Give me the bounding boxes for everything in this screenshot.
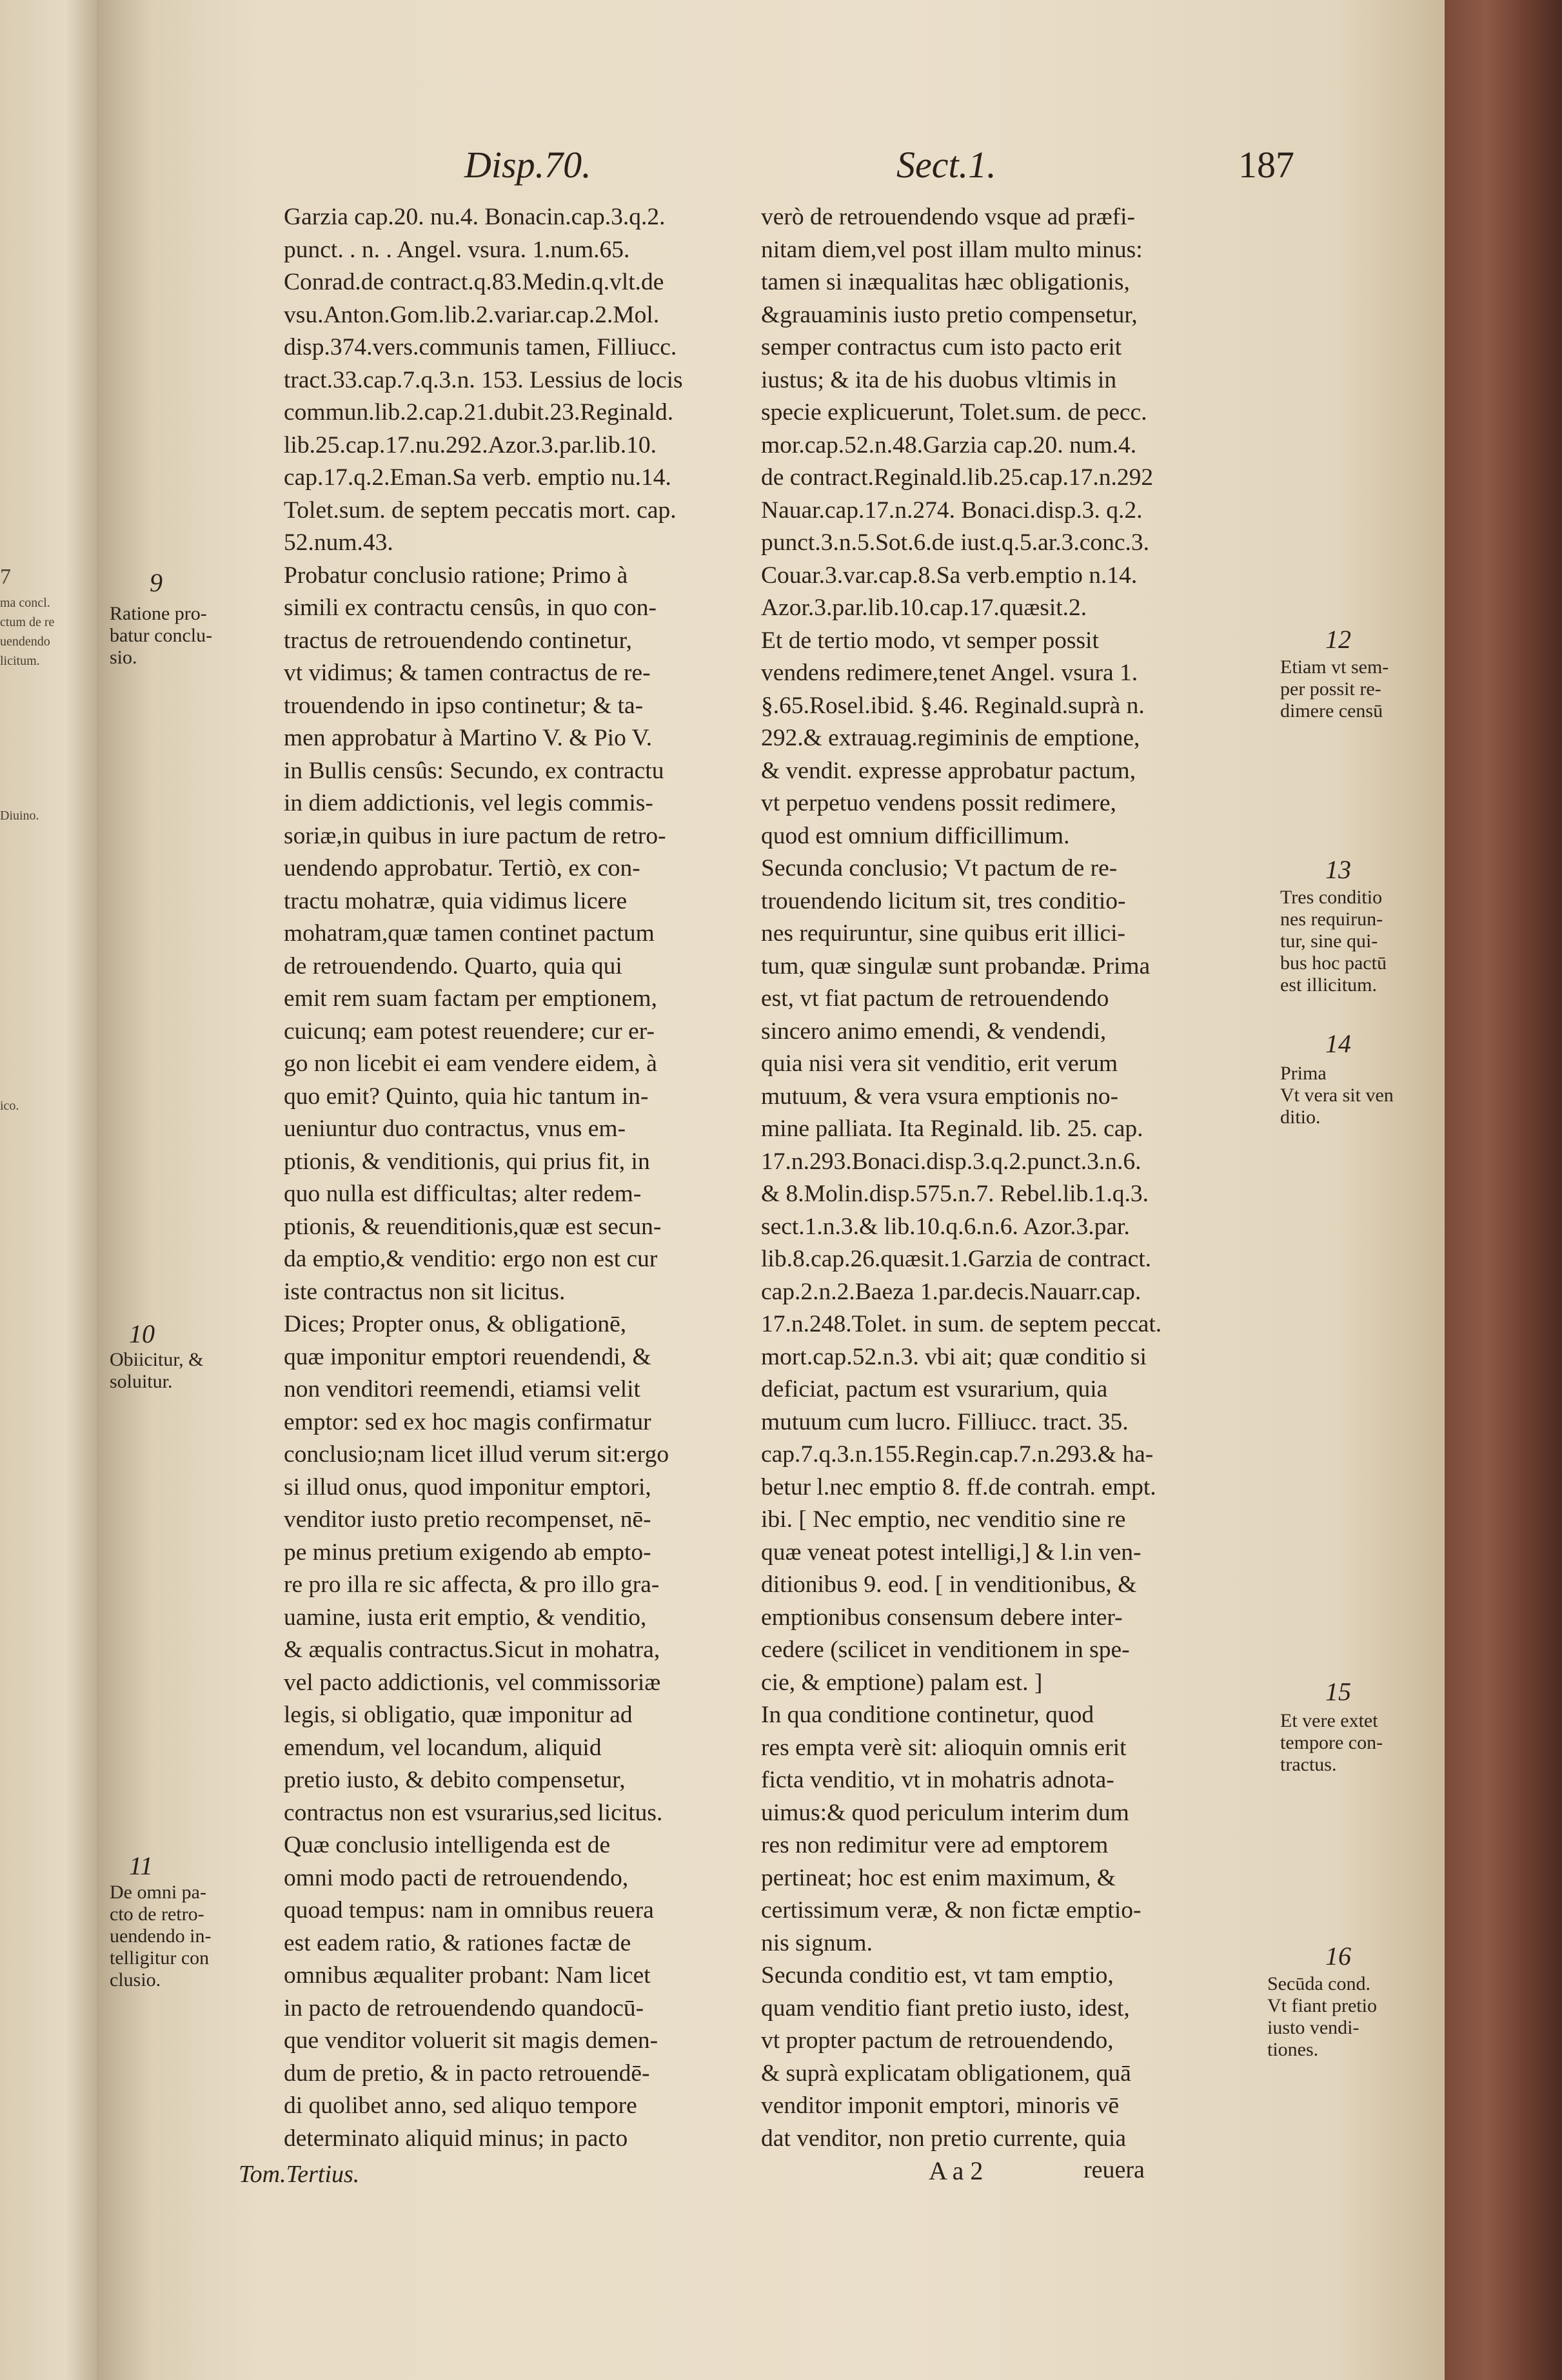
page-fore-edge bbox=[1445, 0, 1562, 2380]
text-line: ibi. [ Nec emptio, nec venditio sine re bbox=[761, 1506, 1126, 1533]
prev-note: ctum de re bbox=[0, 615, 55, 629]
text-line: re pro illa re sic affecta, & pro illo gra- bbox=[284, 1571, 660, 1598]
text-line: non venditori reemendi, etiamsi velit bbox=[284, 1376, 640, 1402]
text-line: tractu mohatræ, quia vidimus licere bbox=[284, 887, 628, 914]
margin-note-number: 15 bbox=[1325, 1677, 1351, 1706]
text-line: omnibus æqualiter probant: Nam licet bbox=[284, 1962, 651, 1989]
text-line: nis signum. bbox=[761, 1929, 873, 1956]
text-line: di quolibet anno, sed aliquo tempore bbox=[284, 2092, 637, 2119]
text-line: quia nisi vera sit venditio, erit verum bbox=[761, 1050, 1118, 1077]
text-line: res empta verè sit: alioquin omnis erit bbox=[761, 1734, 1127, 1761]
text-line: verò de retrouendendo vsque ad præfi- bbox=[761, 204, 1136, 230]
page-number: 187 bbox=[1238, 144, 1294, 186]
header-disputation: Disp.70. bbox=[464, 144, 591, 186]
margin-note: Prima Vt vera sit ven ditio. bbox=[1280, 1063, 1394, 1128]
left-text-column bbox=[284, 201, 748, 2155]
text-line: tamen si inæqualitas hæc obligationis, bbox=[761, 269, 1130, 295]
text-line: cuicunq; eam potest reuendere; cur er- bbox=[284, 1018, 655, 1045]
margin-note: Etiam vt sem- per possit re- dimere censū bbox=[1280, 656, 1389, 722]
text-line: trouendendo licitum sit, tres conditio- bbox=[761, 887, 1126, 914]
text-line: quo emit? Quinto, quia hic tantum in- bbox=[284, 1083, 649, 1110]
text-line: ptionis, & venditionis, qui prius fit, in bbox=[284, 1148, 650, 1175]
text-line: venditor imponit emptori, minoris vē bbox=[761, 2092, 1120, 2119]
text-line: disp.374.vers.communis tamen, Filliucc. bbox=[284, 334, 677, 360]
text-line: omni modo pacti de retrouendendo, bbox=[284, 1864, 629, 1891]
text-line: Dices; Propter onus, & obligationē, bbox=[284, 1311, 627, 1337]
text-line: simili ex contractu censûs, in quo con- bbox=[284, 595, 657, 621]
text-line: pertineat; hoc est enim maximum, & bbox=[761, 1864, 1116, 1891]
text-line: 52.num.43. bbox=[284, 529, 393, 556]
text-line: tract.33.cap.7.q.3.n. 153. Lessius de locis bbox=[284, 366, 683, 393]
prev-note: ico. bbox=[0, 1099, 19, 1113]
text-line: Nauar.cap.17.n.274. Bonaci.disp.3. q.2. bbox=[761, 497, 1143, 524]
text-line: 17.n.293.Bonaci.disp.3.q.2.punct.3.n.6. bbox=[761, 1148, 1142, 1175]
text-line: quod est omnium difficillimum. bbox=[761, 822, 1070, 849]
text-line: vt vidimus; & tamen contractus de re- bbox=[284, 660, 651, 686]
text-line: Couar.3.var.cap.8.Sa verb.emptio n.14. bbox=[761, 562, 1138, 589]
text-line: Azor.3.par.lib.10.cap.17.quæsit.2. bbox=[761, 595, 1087, 621]
margin-note-number: 16 bbox=[1325, 1942, 1351, 1971]
text-line: vel pacto addictionis, vel commissoriæ bbox=[284, 1669, 661, 1696]
text-line: tum, quæ singulæ sunt probandæ. Prima bbox=[761, 952, 1151, 979]
text-line: mine palliata. Ita Reginald. lib. 25. cap. bbox=[761, 1116, 1143, 1142]
text-line: go non licebit ei eam vendere eidem, à bbox=[284, 1050, 657, 1077]
prev-note: 7 bbox=[0, 565, 11, 589]
text-line: mutuum, & vera vsura emptionis no- bbox=[761, 1083, 1119, 1110]
text-line: certissimum veræ, & non fictæ emptio- bbox=[761, 1897, 1142, 1923]
text-line: Tolet.sum. de septem peccatis mort. cap. bbox=[284, 497, 677, 524]
text-line: nitam diem,vel post illam multo minus: bbox=[761, 236, 1143, 263]
margin-note-number: 11 bbox=[129, 1851, 153, 1880]
text-line: de retrouendendo. Quarto, quia qui bbox=[284, 952, 622, 979]
text-line: vt perpetuo vendens possit redimere, bbox=[761, 790, 1116, 816]
text-line: uendendo approbatur. Tertiò, ex con- bbox=[284, 855, 640, 881]
text-line: In qua conditione continetur, quod bbox=[761, 1702, 1094, 1728]
text-line: Et de tertio modo, vt semper possit bbox=[761, 627, 1099, 654]
text-line: lib.25.cap.17.nu.292.Azor.3.par.lib.10. bbox=[284, 431, 657, 458]
text-line: cap.2.n.2.Baeza 1.par.decis.Nauarr.cap. bbox=[761, 1278, 1142, 1305]
text-line: ditionibus 9. eod. [ in venditionibus, & bbox=[761, 1571, 1137, 1598]
text-line: & æqualis contractus.Sicut in mohatra, bbox=[284, 1637, 660, 1663]
text-line: & vendit. expresse approbatur pactum, bbox=[761, 757, 1136, 784]
margin-note: Tres conditio nes requirun- tur, sine qui- bus hoc pactū est illicitum. bbox=[1280, 887, 1387, 996]
margin-note: De omni pa- cto de retro- uendendo in- telligitur con clusio. bbox=[110, 1882, 212, 1991]
text-line: dat venditor, non pretio currente, quia bbox=[761, 2125, 1127, 2152]
text-line: pretio iusto, & debito compensetur, bbox=[284, 1767, 626, 1793]
text-line: sect.1.n.3.& lib.10.q.6.n.6. Azor.3.par. bbox=[761, 1213, 1130, 1240]
text-line: quoad tempus: nam in omnibus reuera bbox=[284, 1897, 654, 1923]
text-line: commun.lib.2.cap.21.dubit.23.Reginald. bbox=[284, 399, 674, 426]
text-line: conclusio;nam licet illud verum sit:ergo bbox=[284, 1441, 669, 1468]
text-line: mohatram,quæ tamen continet pactum bbox=[284, 920, 655, 947]
right-text-column bbox=[761, 201, 1229, 2155]
text-line: mor.cap.52.n.48.Garzia cap.20. num.4. bbox=[761, 431, 1137, 458]
text-line: tractus de retrouendendo continetur, bbox=[284, 627, 632, 654]
text-line: &grauaminis iusto pretio compensetur, bbox=[761, 301, 1138, 328]
text-line: legis, si obligatio, quæ imponitur ad bbox=[284, 1702, 633, 1728]
text-line: cap.7.q.3.n.155.Regin.cap.7.n.293.& ha- bbox=[761, 1441, 1154, 1468]
volume-label: Tom.Tertius. bbox=[239, 2161, 360, 2188]
text-line: sincero animo emendi, & vendendi, bbox=[761, 1018, 1107, 1045]
signature-mark: A a 2 bbox=[929, 2156, 984, 2185]
catchword: reuera bbox=[1083, 2156, 1145, 2183]
text-line: contractus non est vsurarius,sed licitus. bbox=[284, 1799, 663, 1826]
text-line: Secunda conclusio; Vt pactum de re- bbox=[761, 855, 1118, 881]
text-line: in pacto de retrouendendo quandocū- bbox=[284, 1994, 644, 2021]
margin-note: Obiicitur, & soluitur. bbox=[110, 1349, 204, 1392]
text-line: lib.8.cap.26.quæsit.1.Garzia de contract. bbox=[761, 1246, 1152, 1272]
text-line: quæ imponitur emptori reuendendi, & bbox=[284, 1343, 651, 1370]
text-line: specie explicuerunt, Tolet.sum. de pecc. bbox=[761, 399, 1147, 426]
text-line: mutuum cum lucro. Filliucc. tract. 35. bbox=[761, 1408, 1129, 1435]
margin-note-number: 14 bbox=[1325, 1029, 1351, 1058]
text-line: iustus; & ita de his duobus vltimis in bbox=[761, 366, 1117, 393]
text-line: uamine, iusta erit emptio, & venditio, bbox=[284, 1604, 647, 1631]
text-line: est, vt fiat pactum de retrouendendo bbox=[761, 985, 1109, 1012]
text-line: deficiat, pactum est vsurarium, quia bbox=[761, 1376, 1108, 1402]
text-line: de contract.Reginald.lib.25.cap.17.n.292 bbox=[761, 464, 1154, 491]
text-line: Conrad.de contract.q.83.Medin.q.vlt.de bbox=[284, 269, 664, 295]
text-line: da emptio,& venditio: ergo non est cur bbox=[284, 1246, 658, 1272]
previous-page-edge bbox=[0, 0, 110, 2380]
text-line: §.65.Rosel.ibid. §.46. Reginald.suprà n. bbox=[761, 692, 1145, 719]
text-line: & suprà explicatam obligationem, quā bbox=[761, 2060, 1131, 2087]
text-line: soriæ,in quibus in iure pactum de retro- bbox=[284, 822, 666, 849]
text-line: pe minus pretium exigendo ab empto- bbox=[284, 1539, 651, 1566]
text-line: 292.& extrauag.regiminis de emptione, bbox=[761, 725, 1140, 751]
prev-note: uendendo bbox=[0, 634, 50, 649]
text-line: Quæ conclusio intelligenda est de bbox=[284, 1832, 611, 1858]
text-line: quam venditio fiant pretio iusto, idest, bbox=[761, 1994, 1130, 2021]
text-line: uimus:& quod periculum interim dum bbox=[761, 1799, 1129, 1826]
text-line: nes requiruntur, sine quibus erit illici- bbox=[761, 920, 1126, 947]
prev-note: ma concl. bbox=[0, 596, 50, 610]
text-line: vendens redimere,tenet Angel. vsura 1. bbox=[761, 660, 1138, 686]
text-line: men approbatur à Martino V. & Pio V. bbox=[284, 725, 653, 751]
text-line: in Bullis censûs: Secundo, ex contractu bbox=[284, 757, 664, 784]
text-line: ueniuntur duo contractus, vnus em- bbox=[284, 1116, 626, 1142]
text-line: mort.cap.52.n.3. vbi ait; quæ conditio si bbox=[761, 1343, 1147, 1370]
margin-note-number: 10 bbox=[129, 1319, 155, 1348]
text-line: punct. . n. . Angel. vsura. 1.num.65. bbox=[284, 236, 630, 263]
text-line: res non redimitur vere ad emptorem bbox=[761, 1832, 1109, 1858]
text-line: si illud onus, quod imponitur emptori, bbox=[284, 1473, 651, 1500]
text-line: Secunda conditio est, vt tam emptio, bbox=[761, 1962, 1114, 1989]
margin-note-number: 9 bbox=[150, 568, 163, 597]
margin-note: Et vere extet tempore con- tractus. bbox=[1280, 1710, 1383, 1775]
text-line: betur l.nec emptio 8. ff.de contrah. empt. bbox=[761, 1473, 1156, 1500]
text-line: determinato aliquid minus; in pacto bbox=[284, 2125, 628, 2152]
text-line: trouendendo in ipso continetur; & ta- bbox=[284, 692, 644, 719]
text-line: emptionibus consensum debere inter- bbox=[761, 1604, 1123, 1631]
text-line: emptor: sed ex hoc magis confirmatur bbox=[284, 1408, 651, 1435]
text-line: cap.17.q.2.Eman.Sa verb. emptio nu.14. bbox=[284, 464, 671, 491]
text-line: in diem addictionis, vel legis commis- bbox=[284, 790, 653, 816]
text-line: cedere (scilicet in venditionem in spe- bbox=[761, 1637, 1130, 1663]
running-header bbox=[0, 143, 1562, 195]
text-line: vsu.Anton.Gom.lib.2.variar.cap.2.Mol. bbox=[284, 301, 660, 328]
margin-note: Ratione pro- batur conclu- sio. bbox=[110, 603, 213, 668]
text-line: quo nulla est difficultas; alter redem- bbox=[284, 1181, 642, 1207]
prev-note: licitum. bbox=[0, 654, 40, 668]
margin-note: Secūda cond. Vt fiant pretio iusto vendi- tiones. bbox=[1267, 1973, 1377, 2060]
text-line: ficta venditio, vt in mohatris adnota- bbox=[761, 1767, 1114, 1793]
text-line: punct.3.n.5.Sot.6.de iust.q.5.ar.3.conc.3. bbox=[761, 529, 1150, 556]
header-section: Sect.1. bbox=[896, 144, 996, 186]
text-line: emendum, vel locandum, aliquid bbox=[284, 1734, 602, 1761]
text-line: vt propter pactum de retrouendendo, bbox=[761, 2027, 1114, 2054]
text-line: iste contractus non sit licitus. bbox=[284, 1278, 566, 1305]
text-line: ptionis, & reuenditionis,quæ est secun- bbox=[284, 1213, 662, 1240]
text-line: semper contractus cum isto pacto erit bbox=[761, 334, 1122, 360]
text-line: venditor iusto pretio recompenset, nē- bbox=[284, 1506, 651, 1533]
text-line: Garzia cap.20. nu.4. Bonacin.cap.3.q.2. bbox=[284, 204, 666, 230]
text-line: 17.n.248.Tolet. in sum. de septem peccat. bbox=[761, 1311, 1162, 1337]
text-line: est eadem ratio, & rationes factæ de bbox=[284, 1929, 631, 1956]
text-line: emit rem suam factam per emptionem, bbox=[284, 985, 657, 1012]
text-line: quæ veneat potest intelligi,] & l.in ven- bbox=[761, 1539, 1142, 1566]
text-line: que venditor voluerit sit magis demen- bbox=[284, 2027, 658, 2054]
margin-note-number: 13 bbox=[1325, 855, 1351, 884]
text-line: dum de pretio, & in pacto retrouendē- bbox=[284, 2060, 650, 2087]
prev-note: Diuino. bbox=[0, 809, 39, 823]
margin-note-number: 12 bbox=[1325, 625, 1351, 654]
text-line: cie, & emptione) palam est. ] bbox=[761, 1669, 1043, 1696]
text-line: Probatur conclusio ratione; Primo à bbox=[284, 562, 628, 589]
text-line: & 8.Molin.disp.575.n.7. Rebel.lib.1.q.3. bbox=[761, 1181, 1149, 1207]
